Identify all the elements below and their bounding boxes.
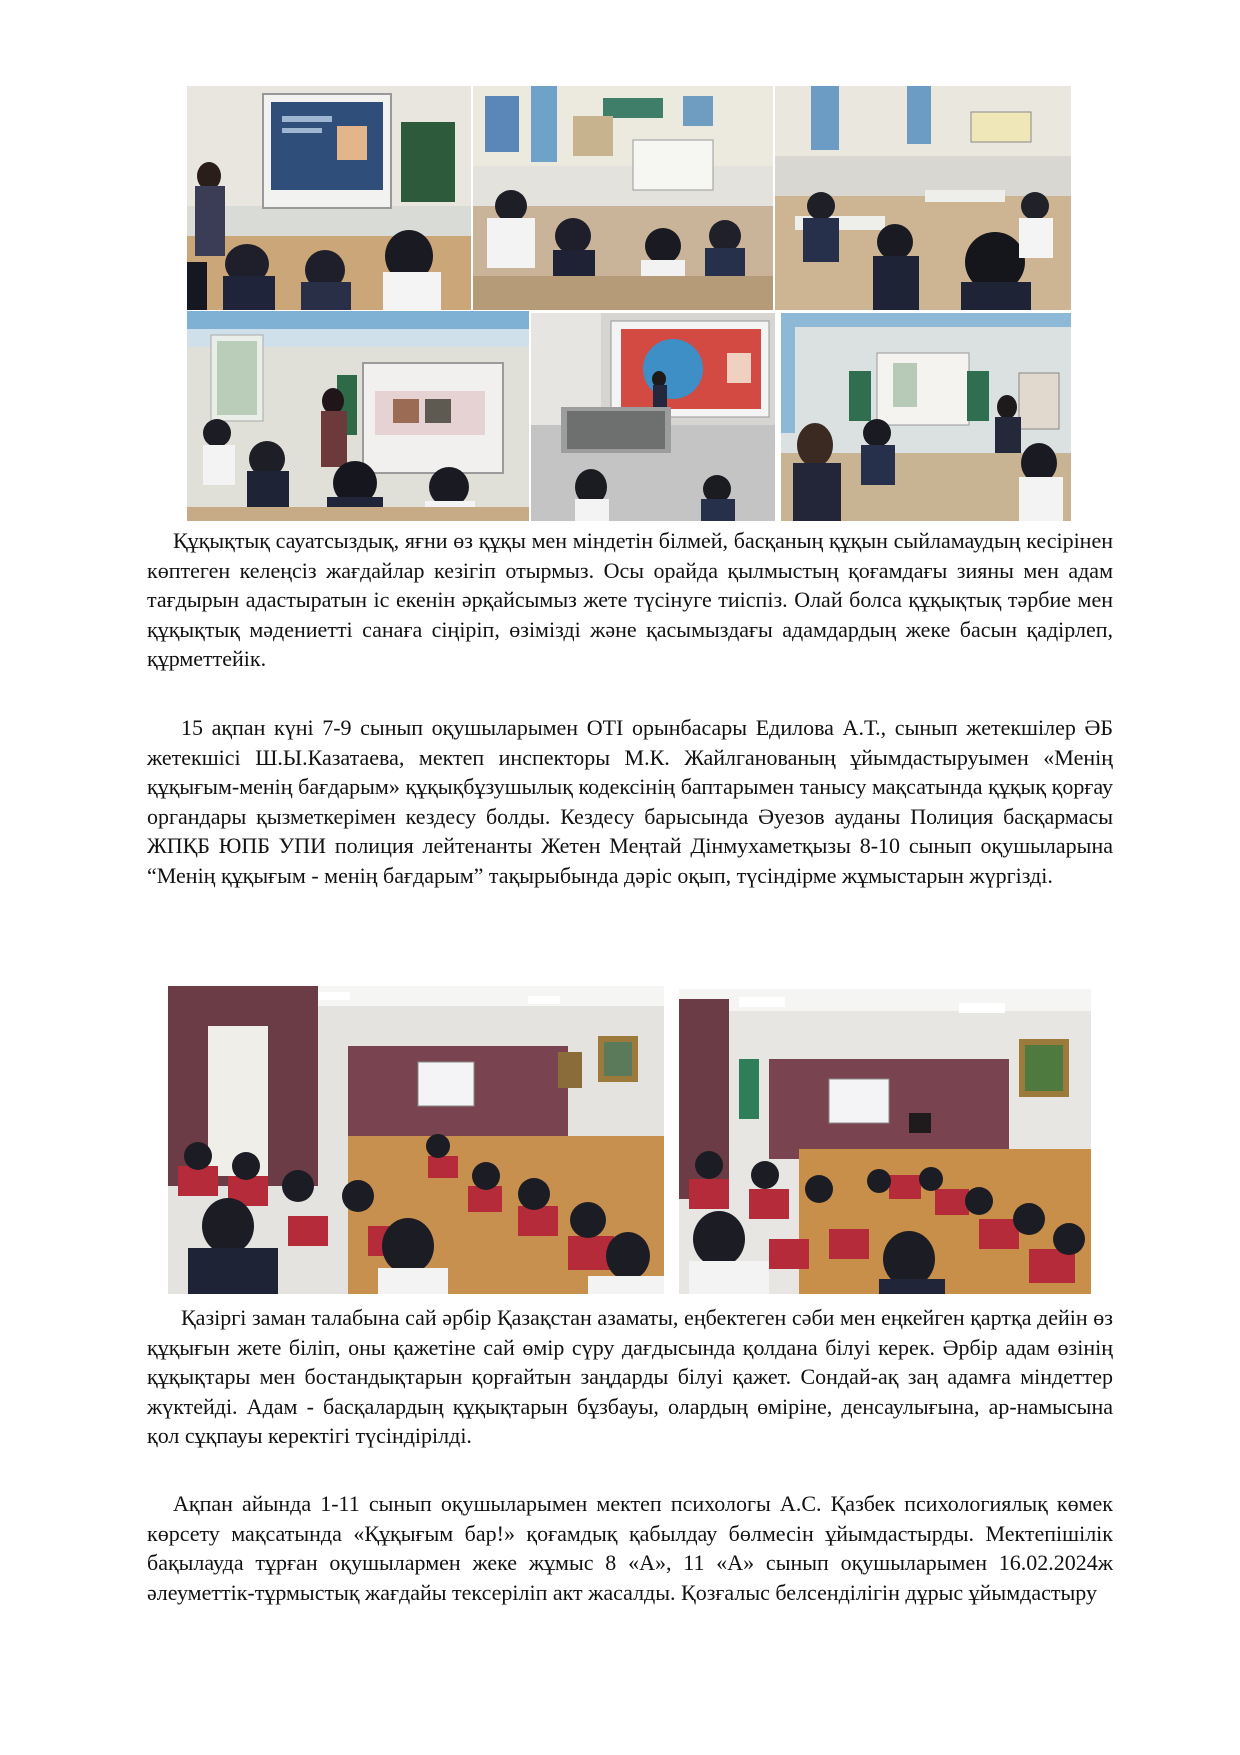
paragraph-legal-illiteracy: Құқықтық сауатсыздық, яғни өз құқы мен міндетін білмей, басқаның құқын сыйламаудың кесірінен көптеген келеңсіз жағдайлар кезігіп отырмыз. Осы орайда қылмыстың қоғамдағы зияны мен адам тағдырын адастыратын іс екенін әрқайсымыз жете түсінуге тиіспіз. Олай болса құқықтық тәрбие мен құқықтық мәдениетті санаға сіңіріп, өзімізді және қасымыздағы адамдардың жеке басын қадірлеп, құрметтейік. — [147, 528, 1113, 672]
photo-projector-screen-lesson — [531, 313, 775, 521]
paragraph-police-meeting: 15 ақпан күні 7-9 сынып оқушыларымен ОТІ орынбасары Едилова А.Т., сынып жетекшілер ӘБ жетекшісі Ш.Ы.Казатаева, мектеп инспекторы М.К. Жайлганованың ұйымдастыруымен «Менің құқығым-менің бағдарым» құқықбұзушылық кодексінің баптарымен танысу мақсатында құқық қорғау органдары қызметкерімен кездесу болды. Кездесу барысында Әуезов ауданы Полиция басқармасы ЖПҚБ ЮПБ УПИ полиция лейтенанты Жетен Меңтай Дінмухаметқызы 8-10 сынып оқушыларына “Менің құқығым - менің бағдарым” тақырыбында дәріс оқып, түсіндірме жұмыстарын жүргізді. — [147, 715, 1113, 888]
photo-teacher-at-interactive-board — [187, 86, 471, 310]
photo-teacher-presenting-slide — [187, 311, 529, 521]
photo-classroom-students-rows — [473, 86, 773, 310]
photo-assembly-hall-presentation — [679, 989, 1091, 1294]
photo-classroom-students-desks — [775, 86, 1071, 310]
paragraph-citizen-rights: Қазіргі заман талабына сай әрбір Қазақстан азаматы, еңбектеген сәби мен еңкейген қартқа дейін өз құқығын жете біліп, оны қажетіне сай өмір сүру дағдысында қолдана білуі керек. Әрбір адам өзінің құқықтары мен бостандықтарын қорғайтын заңдарды білуі қажет. Сондай-ақ заң адамға міндеттер жүктейді. Адам - басқалардың құқықтарын бұзбауы, олардың өміріне, денсаулығына, ар-намысына қол сұқпауы керектігі түсіндірілді. — [147, 1305, 1113, 1449]
paragraph-psychologist-activities: Ақпан айында 1-11 сынып оқушыларымен мектеп психологы А.С. Қазбек психологиялық көмек көрсету мақсатында «Құқығым бар!» қоғамдық қабылдау бөлмесін ұйымдастырды. Мектепішілік бақылауда тұрған оқушылармен жеке жұмыс 8 «А», 11 «А» сынып оқушыларымен 16.02.2024ж әлеуметтік-тұрмыстық жағдайы тексеріліп акт жасалды. Қозғалыс белсенділігін дұрыс ұйымдастыру — [147, 1491, 1113, 1605]
photo-teacher-with-class-screen — [781, 313, 1071, 521]
photo-assembly-hall-students — [168, 986, 664, 1294]
